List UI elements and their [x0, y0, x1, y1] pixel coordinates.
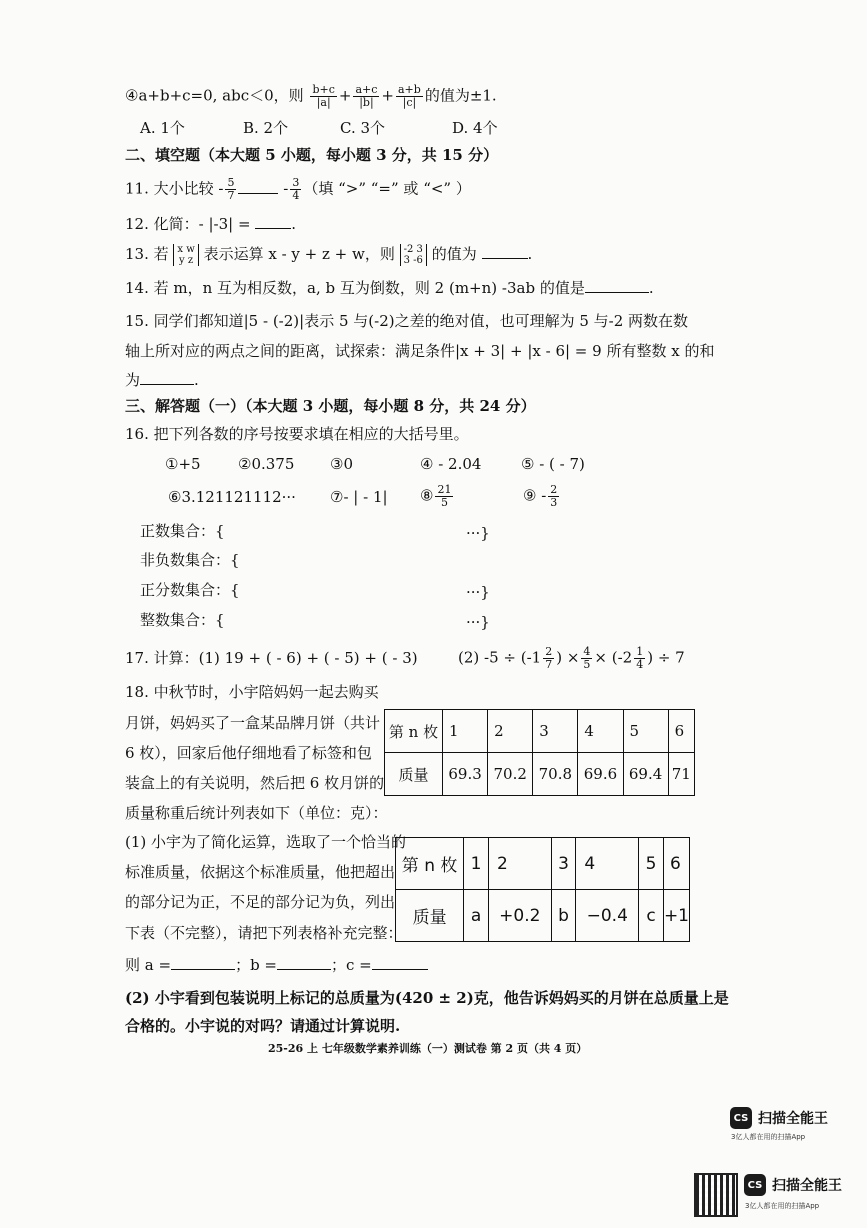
q17-part2-b: ) × [556, 648, 580, 667]
fraction: $\frac{3}{4}$ [292, 176, 300, 202]
number-8-prefix: ⑧ [420, 486, 434, 505]
q17-part2-a: (2) -5 ÷ (-1 [458, 648, 542, 667]
watermark-subtitle: 3亿人都在用的扫描App [731, 1133, 806, 1141]
fraction: $\frac{a+c}{|b|}$ [355, 83, 378, 109]
set-positive-fraction: 正分数集合：{ [140, 581, 240, 599]
set-positive: 正数集合：{ [140, 522, 225, 540]
q18-line3: 6 枚），回家后他仔细地看了标签和包 [125, 744, 372, 762]
q11-prefix: 11. 大小比较 - [125, 179, 224, 198]
question-16: 16. 把下列各数的序号按要求填在相应的大括号里。 [125, 425, 469, 443]
watermark-title: 扫描全能王 [758, 1111, 828, 1127]
table-cell: 70.8 [533, 753, 578, 796]
table-cell: 70.2 [488, 753, 533, 796]
q18-line4: 装盒上的有关说明，然后把 6 枚月饼的 [125, 774, 385, 792]
qr-code-icon [694, 1173, 738, 1217]
q18-line5: 质量称重后统计列表如下（单位：克）： [125, 804, 388, 822]
watermark-subtitle: 3亿人都在用的扫描App [745, 1202, 820, 1210]
table-cell: 5 [639, 838, 664, 890]
set-end: ···} [466, 524, 490, 542]
option-a: A. 1个 [140, 119, 185, 137]
table-cell: 质量 [385, 753, 443, 796]
q18-abc-answers [125, 955, 428, 975]
q17-part2-d: ) ÷ 7 [647, 648, 685, 667]
number-2: ②0.375 [238, 455, 295, 473]
table-cell: 质量 [396, 890, 464, 942]
question-13: 13. 若 x w y z 表示运算 x - y + z + w，则 -2 3 3 -6 的值为 . [125, 244, 533, 266]
table-cell: 69.6 [578, 753, 623, 796]
q18-sub2-line1: (2) 小宇看到包装说明上标记的总质量为(420 ± 2)克，他告诉妈妈买的月饼在总质量上是 [125, 989, 729, 1007]
q13-prefix: 13. 若 [125, 245, 169, 263]
table-cell: −0.4 [576, 890, 639, 942]
table-cell: 4 [578, 710, 623, 753]
q13-suffix: 的值为 [431, 245, 477, 263]
option-c: C. 3个 [340, 119, 386, 137]
number-6: ⑥3.121121112··· [168, 488, 296, 506]
cs-logo-icon: CS [730, 1107, 752, 1129]
a-label: 则 a = [125, 956, 172, 974]
question-15-line2: 轴上所对应的两点之间的距离，试探索：满足条件|x + 3| + |x - 6| = 9 所有整数 x 的和 [125, 342, 715, 360]
b-label: ；b = [235, 956, 278, 974]
number-1: ①+5 [165, 455, 201, 473]
number-7: ⑦- | - 1| [330, 488, 388, 506]
set-end: ···} [466, 613, 490, 631]
suffix-text: 的值为±1. [424, 86, 497, 105]
table-cell: 69.3 [443, 753, 488, 796]
answer-blank[interactable] [255, 214, 291, 229]
q17-part2-c: × (-2 [594, 648, 633, 667]
fraction: $\frac{2}{7}$ [545, 645, 553, 671]
answer-blank[interactable] [140, 370, 194, 385]
q12-text: 12. 化简：- |-3| = [125, 215, 256, 233]
mooncake-mass-table [384, 709, 695, 796]
answer-blank[interactable] [238, 179, 278, 194]
number-9 [523, 484, 561, 509]
item-number: ④ [125, 86, 139, 105]
fraction: $\frac{21}{5}$ [437, 483, 452, 509]
table-cell: 3 [533, 710, 578, 753]
table-cell: +0.2 [488, 890, 551, 942]
table-cell: 1 [464, 838, 489, 890]
matrix-numbers: -2 3 3 -6 [400, 244, 427, 266]
q18-sub1-line1: (1) 小宇为了简化运算，选取了一个恰当的 [125, 833, 407, 851]
answer-blank[interactable] [585, 278, 649, 293]
table-cell: 71 [668, 753, 694, 796]
option-d: D. 4个 [452, 119, 498, 137]
q18-sub1-line4: 下表（不完整），请把下列表格补充完整： [125, 924, 403, 942]
table-cell: 69.4 [623, 753, 668, 796]
table-cell: b [551, 890, 576, 942]
set-integer: 整数集合：{ [140, 611, 225, 629]
condition-text: a+b+c=0, abc＜0，则 [138, 86, 304, 105]
question-12: 12. 化简：- |-3| = . [125, 215, 297, 233]
set-end: ···} [466, 583, 490, 601]
fraction: $\frac{1}{4}$ [636, 645, 644, 671]
number-8 [420, 484, 455, 509]
number-5: ⑤ - ( - 7) [521, 455, 585, 473]
option-b: B. 2个 [243, 119, 289, 137]
number-3: ③0 [330, 455, 353, 473]
deviation-table [395, 837, 690, 942]
table-cell: 1 [443, 710, 488, 753]
q13-mid: 表示运算 x - y + z + w，则 [203, 245, 395, 263]
answer-blank-a[interactable] [171, 955, 235, 970]
fraction: $\frac{2}{3}$ [550, 483, 558, 509]
question-17-part2 [458, 646, 685, 671]
table-cell: 第 n 枚 [396, 838, 464, 890]
q14-text: 14. 若 m，n 互为相反数，a, b 互为倒数，则 2 (m+n) -3ab 的值是 [125, 279, 585, 297]
q18-line2: 月饼，妈妈买了一盒某品牌月饼（共计 [125, 714, 381, 732]
q-prev-item4: ④a+b+c=0, abc＜0，则 $\frac{b+c}{|a|}$ + $\frac{a+c}{|b|}$ + $\frac{a+b}{|c|}$ 的值为±1. [125, 83, 497, 109]
table-cell: +1 [663, 890, 689, 942]
table-row [385, 710, 695, 753]
table-cell: 2 [488, 710, 533, 753]
table-row [385, 753, 695, 796]
q15-line3-text: 为 [125, 371, 141, 389]
section-title-solutions: 三、解答题（一）（本大题 3 小题，每小题 8 分，共 24 分） [125, 397, 536, 415]
fraction: $\frac{b+c}{|a|}$ [312, 83, 335, 109]
table-cell: 3 [551, 838, 576, 890]
q18-sub1-line2: 标准质量，依据这个标准质量，他把超出 [125, 863, 396, 881]
table-cell: 6 [663, 838, 689, 890]
question-14: 14. 若 m，n 互为相反数，a, b 互为倒数，则 2 (m+n) -3ab 的值是 . [125, 279, 654, 297]
table-cell: 5 [623, 710, 668, 753]
c-label: ；c = [331, 956, 372, 974]
page-footer: 25-26 上 七年级数学素养训练（一）测试卷 第 2 页（共 4 页） [268, 1042, 588, 1055]
scanner-watermark-bottom [744, 1174, 842, 1196]
q18-sub1-line3: 的部分记为正，不足的部分记为负，列出 [125, 893, 396, 911]
q18-line1: 18. 中秋节时，小宇陪妈妈一起去购买 [125, 683, 379, 701]
number-4: ④ - 2.04 [420, 455, 482, 473]
table-row [396, 890, 690, 942]
scanner-watermark [730, 1107, 828, 1129]
answer-blank-b[interactable] [277, 955, 331, 970]
fraction: $\frac{4}{5}$ [583, 645, 591, 671]
question-15-line3: 为 . [125, 371, 199, 389]
table-cell: a [464, 890, 489, 942]
fraction: $\frac{a+b}{|c|}$ [397, 83, 421, 109]
question-15-line1: 15. 同学们都知道|5 - (-2)|表示 5 与(-2)之差的绝对值，也可理解为 5 与-2 两数在数 [125, 312, 689, 330]
table-cell: 6 [668, 710, 694, 753]
table-cell: 4 [576, 838, 639, 890]
q18-sub2-line2: 合格的。小宇说的对吗？请通过计算说明. [125, 1017, 401, 1035]
section-title-fill-in: 二、填空题（本大题 5 小题，每小题 3 分，共 15 分） [125, 146, 499, 164]
set-nonnegative: 非负数集合：{ [140, 551, 240, 569]
matrix-xyzw: x w y z [173, 244, 198, 266]
answer-blank-c[interactable] [372, 955, 428, 970]
watermark-title: 扫描全能王 [772, 1178, 842, 1194]
table-row [396, 838, 690, 890]
answer-blank[interactable] [482, 244, 528, 259]
fraction: $\frac{5}{7}$ [227, 176, 235, 202]
table-cell: 2 [488, 838, 551, 890]
question-11: 11. 大小比较 - $\frac{5}{7}$ - $\frac{3}{4}$ （填 “>” “=” 或 “<” ） [125, 176, 471, 202]
question-17-part1: 17. 计算：(1) 19 + ( - 6) + ( - 5) + ( - 3) [125, 649, 418, 667]
cs-logo-icon: CS [744, 1174, 766, 1196]
table-cell: 第 n 枚 [385, 710, 443, 753]
q11-suffix: （填 “>” “=” 或 “<” ） [303, 179, 471, 198]
table-cell: c [639, 890, 664, 942]
number-9-prefix: ⑨ - [523, 486, 547, 505]
